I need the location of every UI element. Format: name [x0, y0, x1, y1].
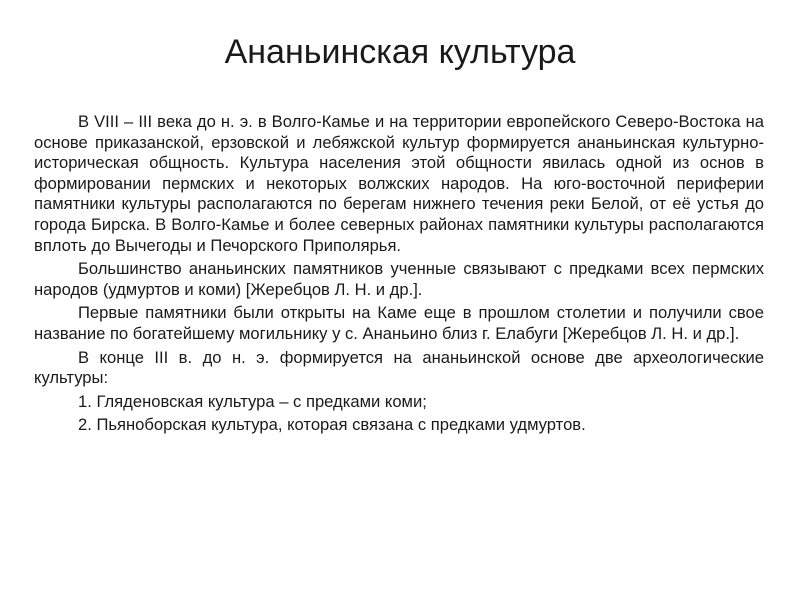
slide-title: Ананьинская культура [224, 33, 576, 71]
paragraph-two-cultures: В конце III в. до н. э. формируется на ананьинской основе две археологические культуры: [34, 347, 764, 388]
slide-body [34, 112, 764, 439]
paragraph-first-finds: Первые памятники были открыты на Каме еще в прошлом столетии и получили свое название по богатейшему могильнику у с. Ананьино близ г. Елабуги [Жеребцов Л. Н. и др.]. [34, 303, 764, 343]
paragraph-permian-peoples: Большинство ананьинских памятников ученные связывают с предками всех пермских народов (удмуртов и коми) [Жеребцов Л. Н. и др.]. [34, 259, 764, 299]
list-item-glyadenovo: 1. Гляденовская культура – с предками коми; [78, 391, 427, 411]
paragraph-intro: В VIII – III века до н. э. в Волго-Камье и на территории европейского Северо-Востока на основе приказанской, ерзовской и лебяжской культур формируется ананьинская культурно-историческая общность. Культура населения этой общности явилась одной из основ в формировании пермских и некоторых волжских народов. На юго-восточной периферии памятники культуры располагаются по берегам нижнего течения реки Белой, от её устья до города Бирска. В Волго-Камье и более северных районах памятники культуры располагаются вплоть до Вычегоды и Печорского Приполярья. [34, 112, 764, 255]
list-item-pyanobor: 2. Пьяноборская культура, которая связана с предками удмуртов. [78, 415, 586, 435]
